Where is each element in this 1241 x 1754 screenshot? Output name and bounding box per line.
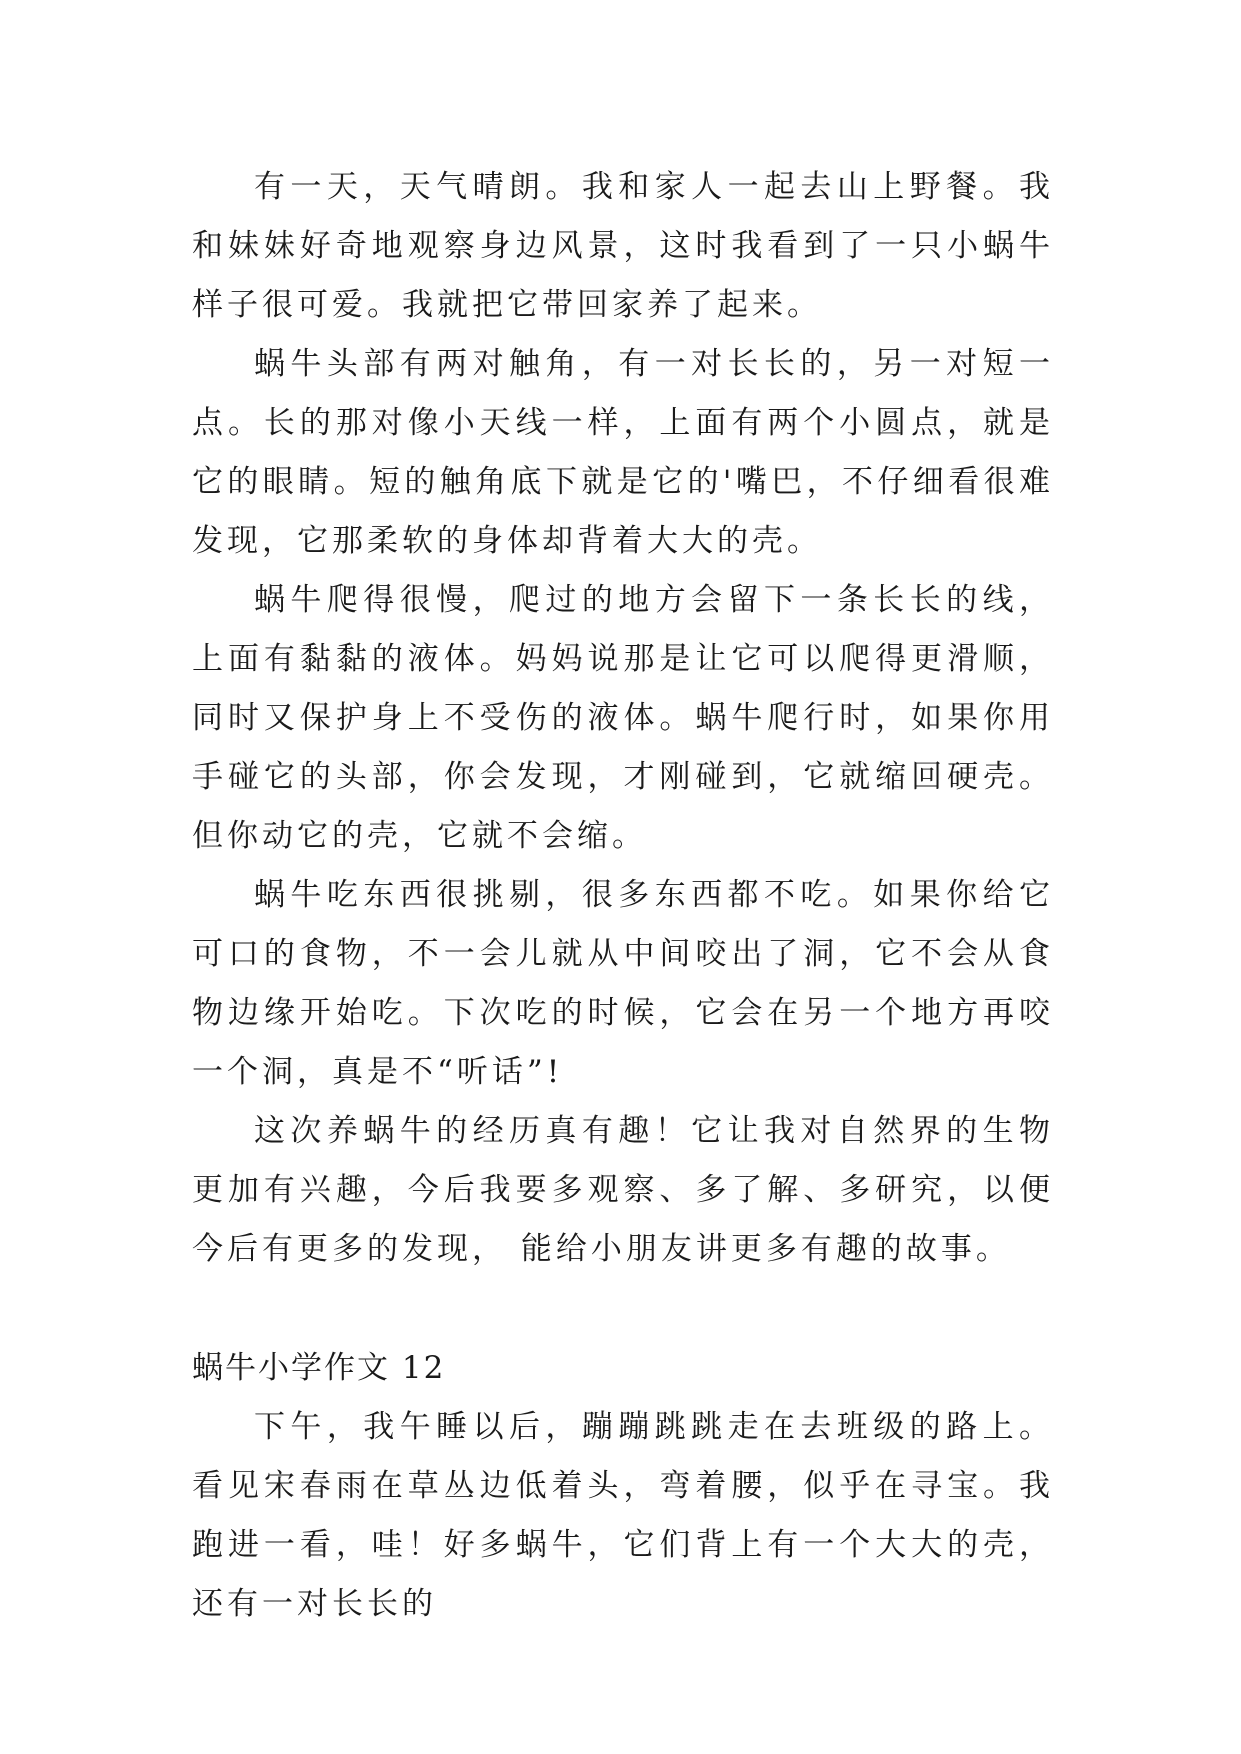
paragraph-1: 有一天，天气晴朗。我和家人一起去山上野餐。我和妹妹好奇地观察身边风景，这时我看到了一只小蜗牛样子很可爱。我就把它带回家养了起来。 [192,169,1054,323]
paragraph-6: 下午，我午睡以后，蹦蹦跳跳走在去班级的路上。看见宋春雨在草丛边低着头，弯着腰，似乎在寻宝。我跑进一看，哇！好多蜗牛，它们背上有一个大大的壳，还有一对长长的 [192,1409,1054,1622]
paragraph-3: 蜗牛爬得很慢，爬过的地方会留下一条长长的线，上面有黏黏的液体。妈妈说那是让它可以爬得更滑顺，同时又保护身上不受伤的液体。蜗牛爬行时，如果你用手碰它的头部，你会发现，才刚碰到，它就缩回硬壳。但你动它的壳，它就不会缩。 [192,582,1054,854]
paragraph-4: 蜗牛吃东西很挑剔，很多东西都不吃。如果你给它可口的食物，不一会儿就从中间咬出了洞，它不会从食物边缘开始吃。下次吃的时候，它会在另一个地方再咬一个洞，真是不“听话”! [192,877,1054,1090]
document-page [192,158,1054,1634]
paragraph-2: 蜗牛头部有两对触角，有一对长长的，另一对短一点。长的那对像小天线一样，上面有两个小圆点，就是它的眼睛。短的触角底下就是它的'嘴巴，不仔细看很难发现，它那柔软的身体却背着大大的壳。 [192,346,1054,559]
section-gap [192,1279,1054,1339]
paragraph-5: 这次养蜗牛的经历真有趣！它让我对自然界的生物更加有兴趣，今后我要多观察、多了解、多研究，以便今后有更多的发现， 能给小朋友讲更多有趣的故事。 [192,1113,1054,1267]
essay-title: 蜗牛小学作文 12 [192,1350,446,1386]
